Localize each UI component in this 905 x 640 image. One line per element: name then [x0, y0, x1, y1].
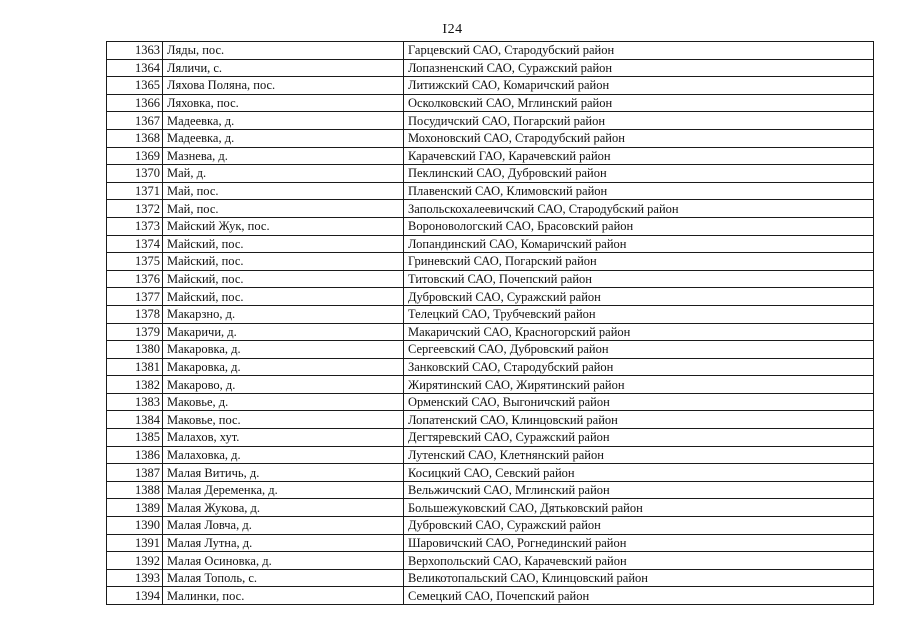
administrative-unit-cell: Занковский САО, Стародубский район	[404, 358, 874, 376]
table-row	[107, 481, 874, 499]
administrative-unit-cell: Литижский САО, Комаричский район	[404, 77, 874, 95]
settlement-name-cell: Макарово, д.	[163, 376, 404, 394]
row-number-cell: 1370	[107, 165, 163, 183]
row-number-cell: 1369	[107, 147, 163, 165]
settlement-name-cell: Мазнева, д.	[163, 147, 404, 165]
row-number-cell: 1393	[107, 569, 163, 587]
settlement-name-cell: Малая Тополь, с.	[163, 569, 404, 587]
administrative-unit-cell: Орменский САО, Выгоничский район	[404, 393, 874, 411]
row-number-cell: 1368	[107, 129, 163, 147]
administrative-unit-cell: Верхопольский САО, Карачевский район	[404, 552, 874, 570]
settlement-name-cell: Ляхова Поляна, пос.	[163, 77, 404, 95]
settlement-name-cell: Май, д.	[163, 165, 404, 183]
administrative-unit-cell: Дубровский САО, Суражский район	[404, 288, 874, 306]
administrative-unit-cell: Дубровский САО, Суражский район	[404, 517, 874, 535]
settlement-name-cell: Май, пос.	[163, 200, 404, 218]
administrative-unit-cell: Лутенский САО, Клетнянский район	[404, 446, 874, 464]
settlement-name-cell: Майский, пос.	[163, 288, 404, 306]
row-number-cell: 1367	[107, 112, 163, 130]
table-row	[107, 288, 874, 306]
row-number-cell: 1382	[107, 376, 163, 394]
table-row	[107, 411, 874, 429]
table-row	[107, 446, 874, 464]
page-number: I24	[442, 22, 463, 37]
administrative-unit-cell: Телецкий САО, Трубчевский район	[404, 305, 874, 323]
administrative-unit-cell: Титовский САО, Почепский район	[404, 270, 874, 288]
table-row	[107, 499, 874, 517]
table-row	[107, 165, 874, 183]
settlement-name-cell: Маковье, д.	[163, 393, 404, 411]
table-row	[107, 305, 874, 323]
row-number-cell: 1371	[107, 182, 163, 200]
table-row	[107, 77, 874, 95]
row-number-cell: 1385	[107, 429, 163, 447]
row-number-cell: 1387	[107, 464, 163, 482]
table-row	[107, 534, 874, 552]
administrative-unit-cell: Лопандинский САО, Комаричский район	[404, 235, 874, 253]
row-number-cell: 1375	[107, 253, 163, 271]
settlement-name-cell: Макаровка, д.	[163, 358, 404, 376]
administrative-unit-cell: Лопатенский САО, Клинцовский район	[404, 411, 874, 429]
settlement-name-cell: Мадеевка, д.	[163, 112, 404, 130]
registry-body	[107, 42, 874, 605]
table-row	[107, 517, 874, 535]
settlement-name-cell: Малая Деременка, д.	[163, 481, 404, 499]
row-number-cell: 1374	[107, 235, 163, 253]
table-row	[107, 200, 874, 218]
row-number-cell: 1379	[107, 323, 163, 341]
row-number-cell: 1386	[107, 446, 163, 464]
row-number-cell: 1381	[107, 358, 163, 376]
settlement-name-cell: Макаровка, д.	[163, 341, 404, 359]
administrative-unit-cell: Макаричский САО, Красногорский район	[404, 323, 874, 341]
settlement-name-cell: Малахов, хут.	[163, 429, 404, 447]
row-number-cell: 1392	[107, 552, 163, 570]
table-row	[107, 464, 874, 482]
table-row	[107, 587, 874, 605]
row-number-cell: 1364	[107, 59, 163, 77]
row-number-cell: 1378	[107, 305, 163, 323]
settlement-name-cell: Майский, пос.	[163, 270, 404, 288]
table-row	[107, 341, 874, 359]
administrative-unit-cell: Великотопальский САО, Клинцовский район	[404, 569, 874, 587]
row-number-cell: 1366	[107, 94, 163, 112]
settlement-name-cell: Макаричи, д.	[163, 323, 404, 341]
administrative-unit-cell: Семецкий САО, Почепский район	[404, 587, 874, 605]
table-row	[107, 217, 874, 235]
settlement-name-cell: Мадеевка, д.	[163, 129, 404, 147]
administrative-unit-cell: Посудичский САО, Погарский район	[404, 112, 874, 130]
administrative-unit-cell: Плавенский САО, Климовский район	[404, 182, 874, 200]
administrative-unit-cell: Гриневский САО, Погарский район	[404, 253, 874, 271]
table-row	[107, 569, 874, 587]
row-number-cell: 1391	[107, 534, 163, 552]
table-row	[107, 112, 874, 130]
administrative-unit-cell: Сергеевский САО, Дубровский район	[404, 341, 874, 359]
row-number-cell: 1376	[107, 270, 163, 288]
settlement-name-cell: Макарзно, д.	[163, 305, 404, 323]
row-number-cell: 1394	[107, 587, 163, 605]
row-number-cell: 1380	[107, 341, 163, 359]
settlement-name-cell: Ляды, пос.	[163, 42, 404, 60]
administrative-unit-cell: Карачевский ГАО, Карачевский район	[404, 147, 874, 165]
settlement-name-cell: Малая Осиновка, д.	[163, 552, 404, 570]
administrative-unit-cell: Вороновологский САО, Брасовский район	[404, 217, 874, 235]
administrative-unit-cell: Лопазненский САО, Суражский район	[404, 59, 874, 77]
table-row	[107, 253, 874, 271]
administrative-unit-cell: Дегтяревский САО, Суражский район	[404, 429, 874, 447]
table-row	[107, 235, 874, 253]
administrative-unit-cell: Большежуковский САО, Дятьковский район	[404, 499, 874, 517]
row-number-cell: 1365	[107, 77, 163, 95]
administrative-unit-cell: Мохоновский САО, Стародубский район	[404, 129, 874, 147]
table-row	[107, 429, 874, 447]
settlement-name-cell: Малая Витичь, д.	[163, 464, 404, 482]
settlement-name-cell: Майский, пос.	[163, 235, 404, 253]
administrative-unit-cell: Шаровичский САО, Рогнединский район	[404, 534, 874, 552]
administrative-unit-cell: Пеклинский САО, Дубровский район	[404, 165, 874, 183]
settlement-name-cell: Майский, пос.	[163, 253, 404, 271]
table-row	[107, 147, 874, 165]
table-row	[107, 42, 874, 60]
row-number-cell: 1373	[107, 217, 163, 235]
settlement-name-cell: Ляховка, пос.	[163, 94, 404, 112]
row-number-cell: 1383	[107, 393, 163, 411]
table-row	[107, 552, 874, 570]
settlement-name-cell: Маковье, пос.	[163, 411, 404, 429]
administrative-unit-cell: Косицкий САО, Севский район	[404, 464, 874, 482]
table-row	[107, 59, 874, 77]
table-row	[107, 94, 874, 112]
row-number-cell: 1389	[107, 499, 163, 517]
table-row	[107, 270, 874, 288]
row-number-cell: 1363	[107, 42, 163, 60]
table-row	[107, 358, 874, 376]
settlement-name-cell: Ляличи, с.	[163, 59, 404, 77]
table-row	[107, 393, 874, 411]
settlement-name-cell: Малая Жукова, д.	[163, 499, 404, 517]
table-row	[107, 182, 874, 200]
settlement-name-cell: Малая Лутна, д.	[163, 534, 404, 552]
row-number-cell: 1372	[107, 200, 163, 218]
table-row	[107, 129, 874, 147]
row-number-cell: 1390	[107, 517, 163, 535]
row-number-cell: 1388	[107, 481, 163, 499]
row-number-cell: 1384	[107, 411, 163, 429]
administrative-unit-cell: Вельжичский САО, Мглинский район	[404, 481, 874, 499]
table-row	[107, 323, 874, 341]
row-number-cell: 1377	[107, 288, 163, 306]
administrative-unit-cell: Запольскохалеевичский САО, Стародубский район	[404, 200, 874, 218]
settlement-name-cell: Май, пос.	[163, 182, 404, 200]
administrative-unit-cell: Осколковский САО, Мглинский район	[404, 94, 874, 112]
settlement-name-cell: Майский Жук, пос.	[163, 217, 404, 235]
settlement-registry-table	[106, 41, 874, 605]
settlement-name-cell: Малаховка, д.	[163, 446, 404, 464]
administrative-unit-cell: Гарцевский САО, Стародубский район	[404, 42, 874, 60]
table-row	[107, 376, 874, 394]
administrative-unit-cell: Жирятинский САО, Жирятинский район	[404, 376, 874, 394]
settlement-name-cell: Малинки, пос.	[163, 587, 404, 605]
settlement-name-cell: Малая Ловча, д.	[163, 517, 404, 535]
